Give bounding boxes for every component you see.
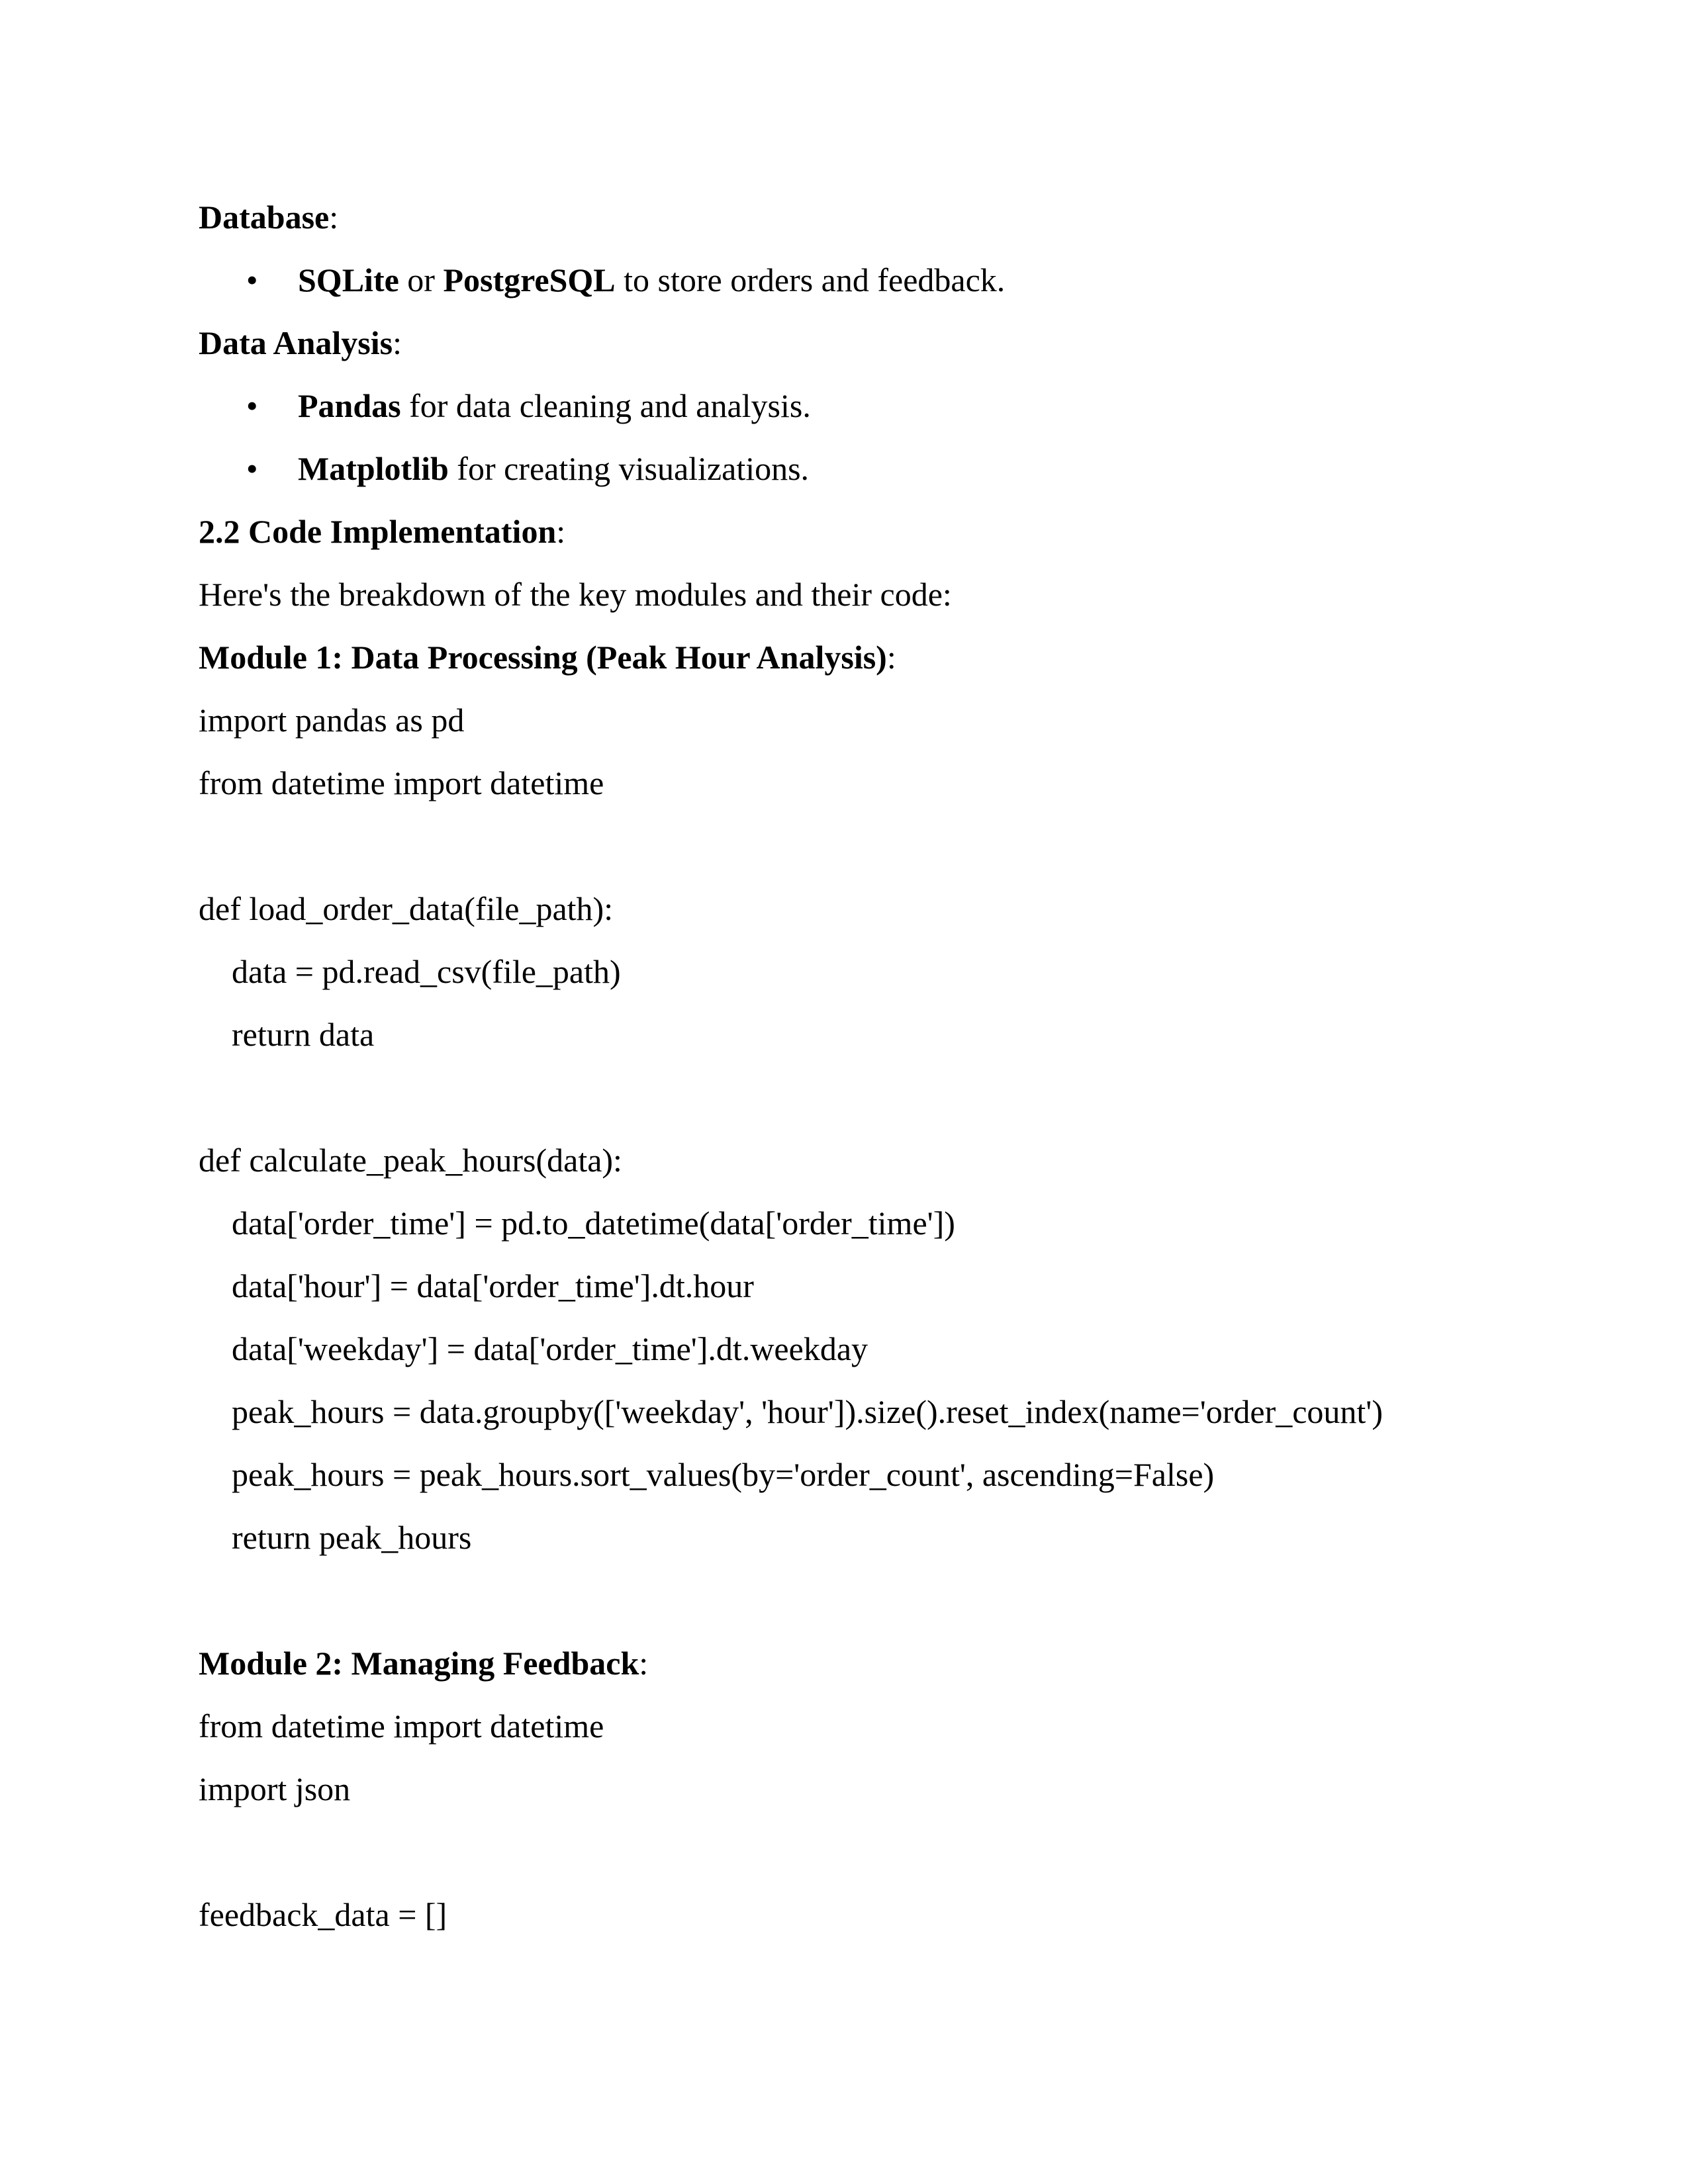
code-implementation-heading: 2.2 Code Implementation [199, 513, 557, 550]
data-analysis-heading-colon: : [393, 324, 402, 361]
code-line: def load_order_data(file_path): [199, 890, 614, 927]
database-heading-colon: : [329, 199, 339, 236]
postgresql-term: PostgreSQL [443, 261, 616, 298]
code-line: return peak_hours [232, 1519, 472, 1556]
database-item [298, 260, 1005, 300]
code-line: from datetime import datetime [199, 764, 604, 801]
code-line: import json [199, 1770, 351, 1807]
code-line: peak_hours = data.groupby(['weekday', 'hour']).size().reset_index(name='order_count') [232, 1393, 1383, 1430]
code-line: return data [232, 1016, 375, 1053]
sqlite-term: SQLite [298, 261, 399, 298]
code-line: from datetime import datetime [199, 1707, 604, 1745]
data-analysis-item [298, 386, 811, 426]
module1-heading: Module 1: Data Processing (Peak Hour Analysis) [199, 639, 887, 676]
code-line: data['order_time'] = pd.to_datetime(data['order_time']) [232, 1205, 955, 1242]
code-line: data['hour'] = data['order_time'].dt.hour [232, 1267, 754, 1304]
code-implementation-heading-line [199, 512, 565, 551]
database-item-text-1: or [399, 261, 444, 298]
data-analysis-item-text: for creating visualizations. [448, 450, 810, 487]
data-analysis-item [298, 449, 809, 488]
module1-colon: : [886, 639, 896, 676]
database-heading: Database [199, 199, 330, 236]
database-heading-line [199, 197, 338, 237]
module2-heading-line [199, 1643, 648, 1683]
code-implementation-intro: Here's the breakdown of the key modules and their code: [199, 576, 952, 613]
bullet-marker: • [246, 261, 258, 298]
code-line: def calculate_peak_hours(data): [199, 1142, 622, 1179]
module1-heading-line [199, 637, 896, 677]
bullet-marker: • [246, 450, 258, 487]
data-analysis-item-text: for data cleaning and analysis. [400, 387, 811, 424]
database-item-text-2: to store orders and feedback. [615, 261, 1006, 298]
module2-colon: : [639, 1645, 649, 1682]
bullet-marker: • [246, 387, 258, 424]
code-line: import pandas as pd [199, 702, 465, 739]
code-line: data = pd.read_csv(file_path) [232, 953, 621, 990]
code-line: data['weekday'] = data['order_time'].dt.weekday [232, 1330, 868, 1367]
data-analysis-heading-line [199, 323, 402, 363]
code-implementation-colon: : [556, 513, 566, 550]
pandas-term: Pandas [298, 387, 401, 424]
code-line: peak_hours = peak_hours.sort_values(by='order_count', ascending=False) [232, 1456, 1215, 1493]
module2-heading: Module 2: Managing Feedback [199, 1645, 639, 1682]
code-line: feedback_data = [] [199, 1896, 447, 1933]
matplotlib-term: Matplotlib [298, 450, 449, 487]
data-analysis-heading: Data Analysis [199, 324, 393, 361]
